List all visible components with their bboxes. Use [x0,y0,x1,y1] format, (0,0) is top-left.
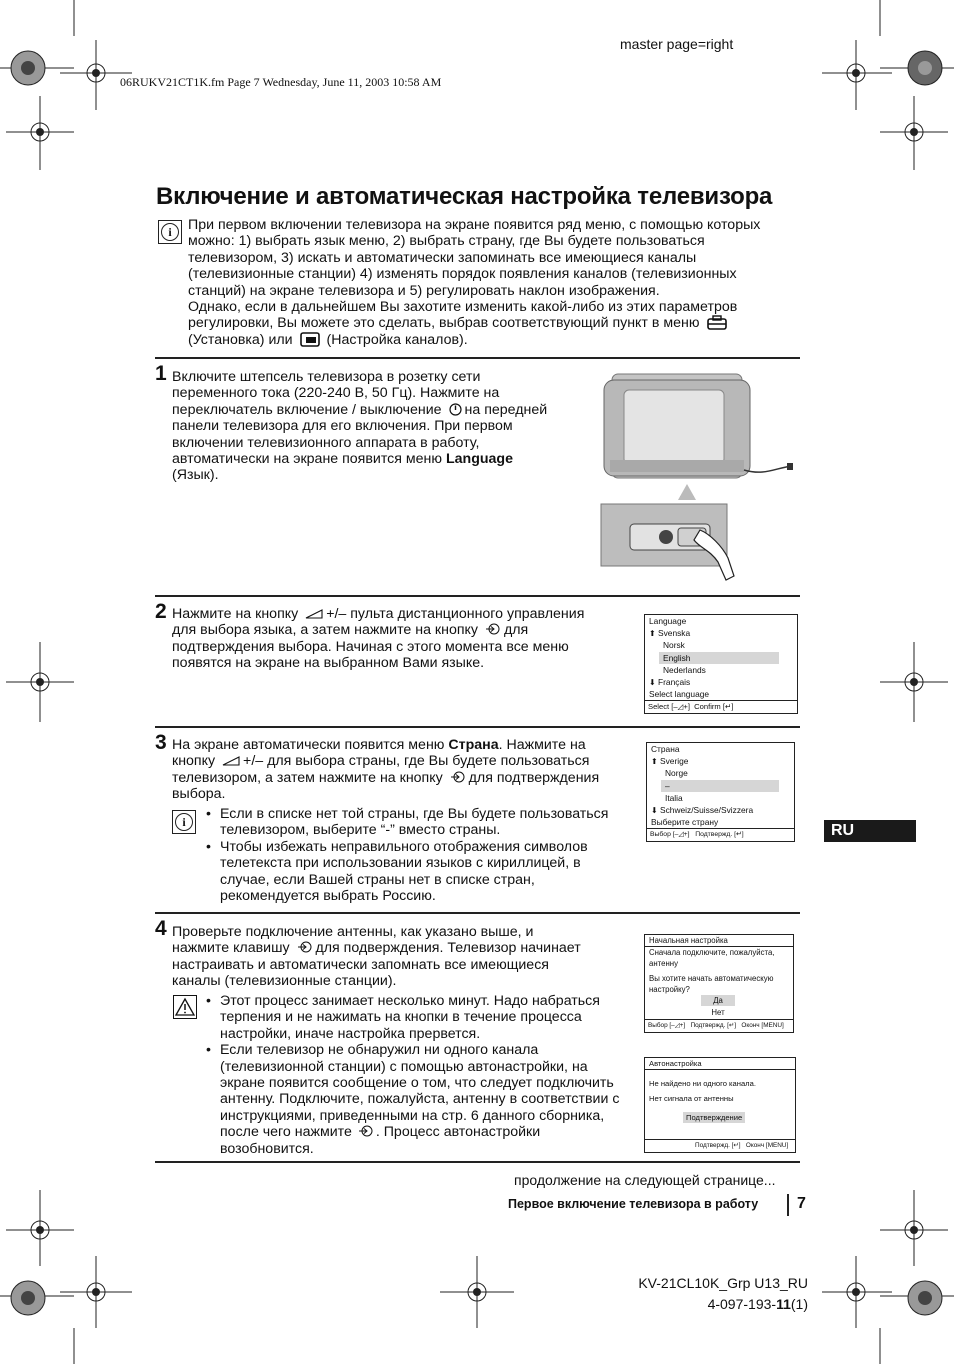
enter-confirm-icon [485,623,501,635]
step4-warnings [206,993,626,1157]
language-word: Language [445,451,513,468]
menu-title: Страна [651,744,680,754]
part-number [622,1296,808,1312]
intro-line: можно: 1) выбрать язык меню, 2) выбрать страну, где Вы будете пользоваться [188,233,705,250]
page-title: Включение и автоматическая настройка телевизора [156,183,773,210]
country-word: Страна [448,737,499,753]
step2-line: появятся на экране на выбранном Вами языке. [172,655,485,672]
up-arrow-icon: ⬆ [651,757,658,767]
down-arrow-icon: ⬇ [651,805,658,815]
menu-item-label: – [661,780,779,792]
step3-text [172,737,632,803]
menu-title: Автонастройка [645,1058,795,1070]
step-number: 2 [155,600,167,623]
step2-text [172,606,632,672]
step3-line [172,737,632,753]
step3-line-text: На экране автоматически появится меню [172,737,445,753]
bar-confirm: Подтвержд. [695,1142,730,1149]
step1-line: включении телевизионного аппарата в работу, [172,434,480,451]
button-label: Подтверждение [683,1112,745,1123]
menu-item [645,676,797,688]
menu-text: настройку? [649,985,690,994]
menu-prompt: Выберите страну [651,817,719,828]
step2-line [172,622,632,638]
note-item: • Если в списке нет той страны, где Вы будете пользоваться телевизором, выберите “-” вместо страны. [206,806,626,839]
menu-item [645,627,797,639]
intro-line: (телевизионные станции) 4) изменять порядок появления каналов (телевизионных [188,266,737,283]
step4-line [172,940,632,956]
intro-line: телевизором, 3) искать и автоматически запоминать все имеющиеся каналы [188,249,697,266]
menu-item: Norge [665,768,688,779]
tv-illustration [600,370,800,592]
menu-item-label: English [659,652,779,664]
part-number-bold: 11 [776,1296,791,1312]
step-number: 1 [155,362,167,385]
divider [155,595,800,597]
option-label: Да [701,995,735,1006]
enter-confirm-icon [450,771,466,783]
enter-confirm-icon [297,941,313,953]
menu-item [647,755,794,767]
menu-prompt: Select language [649,689,710,700]
bar-confirm: Подтвержд. [690,1022,726,1029]
menu-item-label: Svenska [658,628,691,639]
option-label: Нет [711,1008,725,1017]
step1-line: (Язык). [172,467,219,484]
step1-line-tail: на передней [464,401,548,418]
autotune-menu [644,1057,796,1153]
volume-ramp-icon [222,756,240,766]
step2-line-text: Нажмите на кнопку [172,606,299,622]
intro-line: Однако, если в дальнейшем Вы захотите изменить какой-либо из этих параметров [188,299,738,316]
menu-item: Norsk [663,640,685,651]
step1-line-text: переключатель включение / выключение [172,401,442,418]
bar-select: Выбор [648,1022,668,1029]
intro-text [188,217,798,348]
divider [155,912,800,914]
step4-line: Проверьте подключение антенны, как указано выше, и [172,924,534,940]
footer-separator [787,1194,789,1216]
bar-end: Оконч [741,1022,760,1029]
divider [155,357,800,359]
info-icon: i [172,810,196,834]
menu-item-label: Français [658,676,691,687]
step1-line [172,451,602,467]
step-number: 3 [155,731,167,754]
setup-toolbox-icon [707,315,727,330]
master-page-note: master page=right [620,36,734,52]
bar-select: Выбор [650,831,671,839]
bar-confirm: Confirm [694,702,721,712]
step-number: 4 [155,917,167,940]
step2-line-text: для выбора языка, а затем нажмите на кнопку [172,622,478,639]
step4-line: каналы (телевизионные станции). [172,973,397,990]
menu-item-label: Sverige [660,756,689,767]
step1-line [172,402,602,418]
warning-item [206,1042,626,1157]
step2-line-text: +/– пульта дистанционного управления [326,606,585,622]
page-number: 7 [797,1195,806,1212]
intro-line-text: регулировки, Вы можете это сделать, выбрав соответствующий пункт в меню [188,315,700,332]
part-number-suffix: (1) [790,1296,808,1312]
channel-setup-icon [300,332,320,347]
divider [155,726,800,728]
bar-end: Оконч [745,1142,765,1149]
step2-line: подтверждения выбора. Начиная с этого момента все меню [172,638,569,655]
info-icon: i [158,220,182,244]
menu-title: Language [649,616,687,626]
menu-item-selected [659,652,779,664]
step3-line-text: кнопку [172,753,216,770]
menu-bar: Выбор [–◿+] Подтвержд. [↵] [647,828,794,841]
menu-text: Нет сигнала от антенны [649,1094,734,1103]
menu-text: Не найдено ни одного канала. [649,1079,756,1088]
continue-note: продолжение на следующей странице... [514,1172,776,1188]
warning-item-text: Если телевизор не обнаружил ни одного канала (телевизионной станции) с помощью автонастройки, на экране появится сообщение о том, что следует подключить антенну. Подключите, пожалуйста, антенну в соответствии с инструкциями, приведенными на стр. 6 данного сборника, после чего нажмите [220,1042,620,1141]
step4-line-text: нажмите клавишу [172,940,290,957]
menu-text: Сначала подключите, пожалуйста, [649,948,775,957]
warning-item-text: . Процесс автонастройки возобновится. [220,1124,541,1157]
menu-text: антенну [649,959,678,968]
menu-bar: Выбор [–◿+] Подтвержд. [↵] Оконч [MENU] [645,1019,793,1032]
menu-item: Italia [665,792,683,803]
step3-line-text: +/– для выбора страны, где Вы будете пользоваться [243,753,590,770]
down-arrow-icon: ⬇ [649,677,656,687]
menu-title: Начальная настройка [645,935,793,947]
file-header: 06RUKV21CT1K.fm Page 7 Wednesday, June 11, 2003 10:58 AM [120,75,442,89]
intro-line [188,332,798,348]
language-menu [644,614,798,714]
confirm-button [645,1112,795,1124]
model-code: KV-21CL10K_Grp U13_RU [638,1275,808,1291]
step3-notes [206,806,626,904]
step1-text [172,369,602,484]
menu-item-label: Schweiz/Suisse/Svizzera [660,804,754,815]
step4-line: настраивать и автоматически запомнать все имеющиеся [172,956,549,973]
menu-option-selected [645,995,793,1007]
intro-setup-label: (Установка) или [188,331,293,348]
menu-option [645,1007,793,1019]
step2-line [172,606,632,622]
menu-item [647,804,794,816]
step3-line [172,753,632,769]
intro-line: При первом включении телевизора на экране появится ряд меню, с помощью которых [188,217,761,233]
warning-item: • Этот процесс занимает несколько минут. Надо набраться терпения и не нажимать на кнопки в течение процесса настройки, иначе настройка прервется. [206,993,626,1042]
step1-line: Включите штепсель телевизора в розетку сети [172,369,481,385]
step3-line-text: телевизором, а затем нажмите на кнопку [172,769,443,786]
step1-line: панели телевизора для его включения. При первом [172,418,513,435]
enter-confirm-icon [358,1125,374,1137]
step4-line-text: для подверждения. Телевизор начинает [315,940,581,957]
step3-line-text: для подтверждения [468,769,600,786]
divider [155,1161,800,1163]
menu-bar: Select [–◿+] Confirm [↵] [645,700,797,713]
power-icon [449,403,462,416]
intro-line [188,315,798,331]
intro-line: станций) на экране телевизора и 5) регулировать наклон изображения. [188,282,660,299]
bar-confirm: Подтвержд. [695,831,733,839]
step2-line-text: для [503,622,529,639]
step1-line-text: автоматически на экране появится меню [172,451,443,468]
menu-bar: Подтвержд. [↵] Оконч [MENU] [645,1139,795,1152]
section-name: Первое включение телевизора в работу [508,1197,759,1211]
initial-setup-menu [644,934,794,1033]
menu-item-selected [661,780,779,792]
intro-channel-label: (Настройка каналов). [326,331,468,348]
language-tab: RU [824,820,916,842]
warning-icon [173,995,197,1019]
country-menu [646,742,795,842]
step4-text [172,924,632,990]
step1-line: переменного тока (220-240 В, 50 Гц). Нажмите на [172,385,500,402]
volume-ramp-icon [305,609,323,619]
note-item: • Чтобы избежать неправильного отображения символов телетекста при использовании языков с кириллицей, в случае, если Вашей страны нет в списке стран, рекомендуется выбрать Россию. [206,839,626,905]
step3-line: выбора. [172,786,226,803]
menu-item: Nederlands [663,664,706,675]
part-number-prefix: 4-097-193- [707,1296,777,1312]
step3-line [172,770,632,786]
step3-line-text: . Нажмите на [498,737,586,753]
menu-text: Вы хотите начать автоматическую [649,974,774,983]
bar-select: Select [648,702,670,712]
up-arrow-icon: ⬆ [649,629,656,639]
